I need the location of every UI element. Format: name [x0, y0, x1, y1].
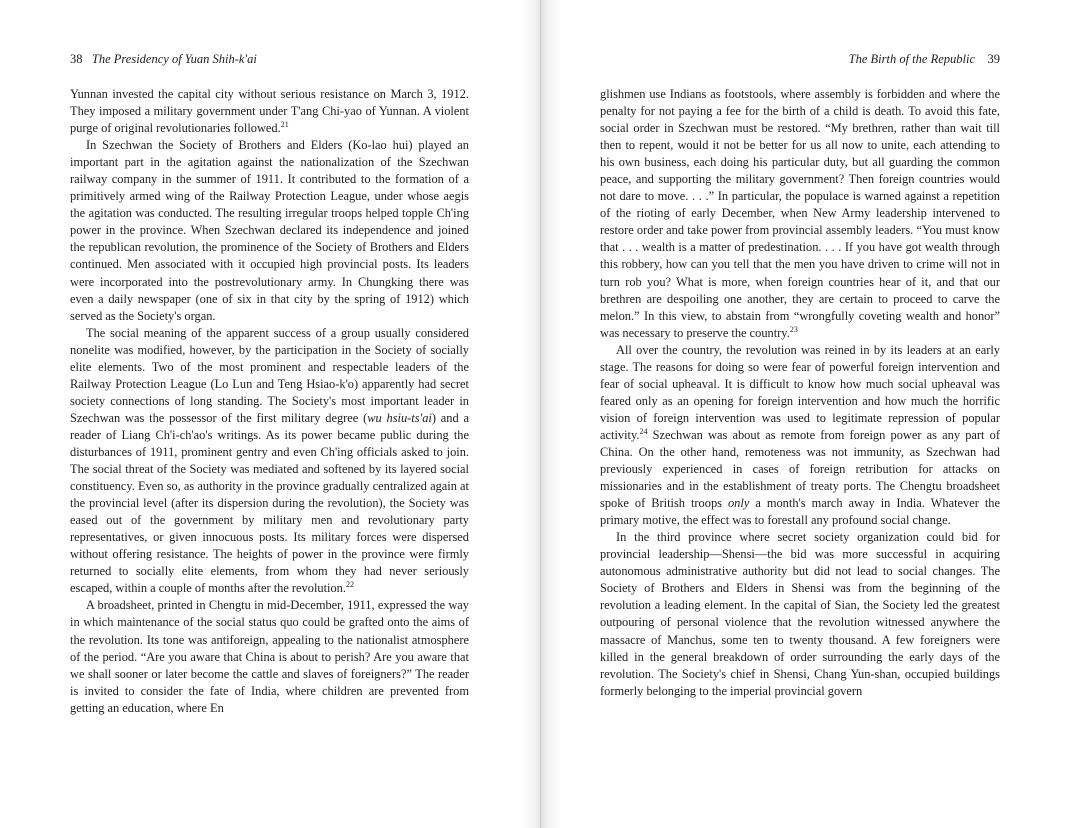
- text-run: glishmen use Indians as footstools, where assembly is forbidden and where the penalty for not paying a fee for the birth of a child is death. To avoid this fate, social order in Szechwan must be restored. “My brethren, rather than wait till then to repent, would it not be better for us all now to unite, each attending to his own business, each doing his particular duty, but all guarding the common peace, and supporting the military government? Then foreign countries would not dare to move. . . .” In particular, the populace is warned against a repetition of the rioting of early December, when New Army leadership intervened to restore order and take power from provincial assembly leaders. “You must know that . . . wealth is a matter of predestination. . . . If you have got wealth through this robbery, how can you tell that the men you have driven to crime will not in turn rob you? What is more, when foreign countries hear of it, and that our brethren are despoiling one another, they are certain to proceed to carve the melon.” In this view, to abstain from “wrongfully coveting wealth and honor” was necessary to preserve the country.: [600, 87, 1000, 340]
- paragraph: [600, 342, 1000, 530]
- right-page: [562, 0, 1080, 828]
- running-title: The Presidency of Yuan Shih-k'ai: [91, 52, 257, 66]
- book-gutter: [520, 0, 562, 828]
- footnote-marker: 21: [280, 120, 289, 130]
- binding-crease: [540, 0, 541, 828]
- footnote-marker: 23: [789, 324, 798, 334]
- paragraph: [70, 325, 469, 598]
- text-run: In the third province where secret society organization could bid for provincial leadership—Shensi—the bid was more successful in acquiring autonomous administrative authority but did not lead to social changes. The Society of Brothers and Elders in Shensi was from the beginning of the revolution a leading element. In the capital of Sian, the Society led the greatest outpouring of personal violence that the revolution witnessed anywhere the massacre of Manchus, some ten to twenty thousand. A few foreigners were killed in the general breakdown of order surrounding the early days of the revolution. The Society's chief in Shensi, Chang Yun-shan, occupied buildings formerly belonging to the imperial provincial govern: [600, 530, 1000, 698]
- text-run: The social meaning of the apparent success of a group usually considered nonelite was modified, however, by the participation in the Society of socially elite elements. Two of the most prominent and respectable leaders of the Railway Protection League (Lo Lun and Teng Hsiao-k'o) apparently had secret society connections of long standing. The Society's most important leader in Szechwan was the possessor of the first military degree (: [70, 325, 469, 425]
- left-page-body-text: [70, 86, 469, 717]
- text-run: A broadsheet, printed in Chengtu in mid-December, 1911, expressed the way in which maintenance of the social status quo could be grafted onto the aims of the revolution. Its tone was antiforeign, appealing to the nationalist atmosphere of the period. “Are you aware that China is about to perish? Are you aware that we shall sooner or later become the cattle and slaves of foreigners?” The reader is invited to consider the fate of India, where children are prevented from getting an education, where En: [70, 598, 469, 715]
- text-run: Szechwan was about as remote from foreign power as any part of China. On the other hand, remoteness was not immunity, as Szechwan had previously experienced in cases of foreign retribution for attacks on missionaries and in the establishment of treaty ports. The Chengtu broadsheet spoke of British troops: [600, 427, 1000, 511]
- italic-text: only: [727, 496, 750, 511]
- text-run: Yunnan invested the capital city without serious resistance on March 3, 1912. They imposed a military government under T'ang Chi-yao of Yunnan. A violent purge of original revolutionaries followed.: [70, 87, 469, 136]
- paragraph: [70, 137, 469, 325]
- paragraph: [70, 86, 469, 137]
- page-number: 39: [987, 52, 1000, 66]
- page-number: 38: [70, 52, 83, 66]
- text-run: ) and a reader of Liang Ch'i-ch'ao's writings. As its power became public during the disturbances of 1911, prominent gentry and even Ch'ing officials asked to join. The social threat of the Society was mediated and softened by its layered social constituency. Even so, as authority in the province gradually centralized again at the provincial level (after its dispersion during the revolution), the Society was eased out of the government by military men and revolutionary party representatives, or given innocuous posts. Its military forces were dispersed without offering resistance. The heights of power in the province were firmly returned to socially elite elements, from whom they had never seriously escaped, within a couple of months after the revolution.: [70, 410, 469, 596]
- left-page: [0, 0, 520, 828]
- text-run: a month's march away in India. Whatever the primary motive, the effect was to forestall any profound social change.: [600, 496, 1000, 528]
- footnote-marker: 22: [345, 580, 354, 590]
- paragraph: [70, 597, 469, 716]
- left-page-header: [70, 52, 257, 66]
- italic-text: wu hsiu-ts'ai: [367, 410, 432, 425]
- right-page-header: [849, 52, 1000, 66]
- text-run: In Szechwan the Society of Brothers and Elders (Ko-lao hui) played an important part in the agitation against the nationalization of the Szechwan railway company in the summer of 1911. It contributed to the formation of a primitively armed wing of the Railway Protection League, under whose aegis the agitation was conducted. The resulting irregular troops helped topple Ch'ing power in the province. When Szechwan declared its independence and joined the republican revolution, the prominence of the Society of Brothers and Elders continued. Men associated with it occupied high provincial posts. Its leaders were incorporated into the postrevolutionary army. In Chungking there was even a daily newspaper (one of six in that city by the spring of 1912) which served as the Society's organ.: [70, 138, 469, 323]
- right-page-body-text: [600, 86, 1000, 700]
- running-title: The Birth of the Republic: [848, 52, 975, 66]
- text-run: All over the country, the revolution was reined in by its leaders at an early stage. The reasons for doing so were fear of powerful foreign intervention and fear of social upheaval. It is difficult to know how much social upheaval was feared only as an opening for foreign intervention and how much the horrific vision of foreign intervention was used to legitimate repression of popular activity.: [600, 342, 1000, 442]
- footnote-marker: 24: [639, 426, 648, 436]
- paragraph: [600, 86, 1000, 342]
- paragraph: [600, 529, 1000, 699]
